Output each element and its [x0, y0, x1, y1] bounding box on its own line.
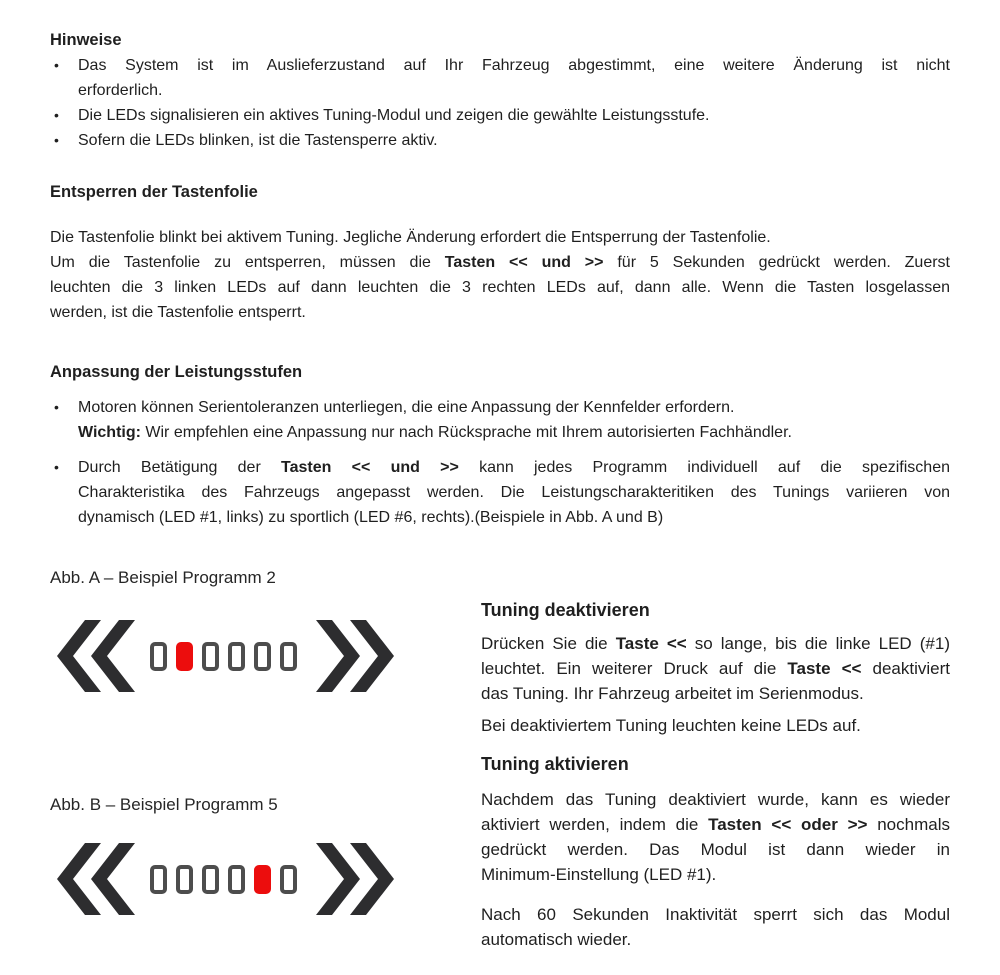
led-indicator-off: [228, 642, 245, 671]
bold-text-segment: Wichtig:: [78, 424, 141, 441]
aktivieren-note: [481, 902, 950, 952]
text-segment: Minimum-Einstellung (LED #1).: [481, 865, 717, 884]
led-indicator-off: [150, 642, 167, 671]
list-item: [50, 103, 950, 128]
text-segment: erforderlich.: [78, 82, 163, 99]
text-line: [481, 862, 950, 887]
text-line: [78, 53, 950, 78]
text-line: [50, 225, 950, 250]
list-item: [50, 395, 950, 445]
text-segment: Charakteristika des Fahrzeugs angepasst werden. Die Leistungscharakteritiken des Tunings variieren von: [78, 484, 950, 501]
text-segment: leuchten die 3 linken LEDs auf dann leuchten die 3 rechten LEDs auf, dann alle. Wenn die Tasten losgelassen: [50, 279, 950, 296]
bullet-text: [78, 128, 950, 153]
led-strip: [150, 865, 297, 894]
two-column-area: [50, 565, 950, 952]
chevron-right-icon: [316, 843, 394, 915]
tuning-aktivieren-heading: Tuning aktivieren: [481, 754, 629, 774]
bold-text-segment: Tasten << und >>: [281, 459, 459, 476]
led-indicator-off: [254, 642, 271, 671]
text-line: [78, 395, 950, 420]
chevron-right-icon: [316, 620, 394, 692]
text-line: [481, 787, 950, 812]
text-segment: Durch Betätigung der: [78, 459, 282, 476]
text-line: [78, 455, 950, 480]
aktivieren-paragraph: [481, 787, 950, 887]
text-line: [78, 420, 950, 445]
text-line: [50, 250, 950, 275]
led-indicator-off: [202, 642, 219, 671]
text-segment: automatisch wieder.: [481, 930, 632, 949]
tuning-deaktivieren-heading: Tuning deaktivieren: [481, 600, 650, 620]
led-indicator-off: [150, 865, 167, 894]
text-segment: Motoren können Serientoleranzen unterliegen, die eine Anpassung der Kennfelder erfordern.: [78, 399, 735, 416]
deaktivieren-note: [481, 713, 950, 738]
hinweise-heading: Hinweise: [50, 31, 122, 49]
text-line: [481, 902, 950, 927]
text-segment: das Tuning. Ihr Fahrzeug arbeitet im Serienmodus.: [481, 684, 864, 703]
figure-b-led-display: [57, 843, 481, 915]
deaktivieren-paragraph: [481, 631, 950, 706]
text-segment: werden, ist die Tastenfolie entsperrt.: [50, 304, 306, 321]
bold-text-segment: Tasten << oder >>: [708, 815, 868, 834]
bullet-text: [78, 395, 950, 445]
text-segment: deaktiviert: [861, 659, 950, 678]
bold-text-segment: Taste <<: [787, 659, 862, 678]
text-line: [78, 128, 950, 153]
anpassung-list: [50, 395, 950, 530]
text-segment: Um die Tastenfolie zu entsperren, müssen die: [50, 254, 445, 271]
bold-text-segment: Tasten << und >>: [444, 254, 604, 271]
text-segment: nochmals: [867, 815, 950, 834]
text-line: [50, 300, 950, 325]
text-segment: Die Tastenfolie blinkt bei aktivem Tuning. Jegliche Änderung erfordert die Entsperrung der Tastenfolie.: [50, 229, 771, 246]
text-segment: Das System ist im Auslieferzustand auf Ihr Fahrzeug abgestimmt, eine weitere Änderung ist nicht: [78, 57, 950, 74]
text-segment: Nachdem das Tuning deaktiviert wurde, kann es wieder: [481, 790, 950, 809]
figure-a-led-display: [57, 620, 481, 692]
text-line: [481, 927, 950, 952]
text-line: [78, 78, 950, 103]
bold-text-segment: Taste <<: [615, 634, 687, 653]
text-line: [78, 505, 950, 530]
chevron-left-icon: [57, 843, 135, 915]
bullet-text: [78, 103, 950, 128]
led-indicator-on: [254, 865, 271, 894]
bullet-text: [78, 455, 950, 530]
anpassung-heading: Anpassung der Leistungsstufen: [50, 363, 303, 381]
text-line: [481, 812, 950, 837]
bullet-marker: •: [54, 107, 59, 123]
bullet-marker: •: [54, 132, 59, 148]
led-indicator-off: [202, 865, 219, 894]
list-item: [50, 455, 950, 530]
text-segment: dynamisch (LED #1, links) zu sportlich (LED #6, rechts).(Beispiele in Abb. A und B): [78, 509, 664, 526]
text-line: [481, 681, 950, 706]
led-strip: [150, 642, 297, 671]
figure-a-label: Abb. A – Beispiel Programm 2: [50, 568, 276, 587]
text-segment: Wir empfehlen eine Anpassung nur nach Rücksprache mit Ihrem autorisierten Fachhändler.: [140, 424, 792, 441]
text-segment: leuchtet. Ein weiterer Druck auf die: [481, 659, 788, 678]
text-segment: Die LEDs signalisieren ein aktives Tuning-Modul und zeigen die gewählte Leistungsstufe.: [78, 107, 710, 124]
figure-b-label: Abb. B – Beispiel Programm 5: [50, 795, 278, 814]
text-segment: für 5 Sekunden gedrückt werden. Zuerst: [603, 254, 950, 271]
text-line: [481, 656, 950, 681]
text-segment: so lange, bis die linke LED (#1): [686, 634, 950, 653]
bullet-marker: •: [54, 459, 59, 475]
bullet-text: [78, 53, 950, 103]
text-segment: Bei deaktiviertem Tuning leuchten keine LEDs auf.: [481, 716, 861, 735]
text-segment: Drücken Sie die: [481, 634, 616, 653]
text-line: [481, 837, 950, 862]
entsperren-paragraph: [50, 225, 950, 325]
text-line: [78, 480, 950, 505]
led-indicator-off: [228, 865, 245, 894]
text-line: [481, 631, 950, 656]
list-item: [50, 53, 950, 103]
led-indicator-on: [176, 642, 193, 671]
instructions-column: [481, 565, 950, 952]
text-segment: gedrückt werden. Das Modul ist dann wieder in: [481, 840, 950, 859]
list-item: [50, 128, 950, 153]
hinweise-list: [50, 53, 950, 153]
led-indicator-off: [176, 865, 193, 894]
text-segment: Nach 60 Sekunden Inaktivität sperrt sich das Modul: [481, 905, 950, 924]
bullet-marker: •: [54, 57, 59, 73]
text-line: [78, 103, 950, 128]
text-line: [481, 713, 950, 738]
chevron-left-icon: [57, 620, 135, 692]
text-segment: Sofern die LEDs blinken, ist die Tastensperre aktiv.: [78, 132, 438, 149]
figures-column: [50, 565, 481, 952]
bullet-marker: •: [54, 399, 59, 415]
entsperren-heading: Entsperren der Tastenfolie: [50, 183, 258, 201]
text-segment: kann jedes Programm individuell auf die spezifischen: [458, 459, 951, 476]
led-indicator-off: [280, 865, 297, 894]
text-line: [50, 275, 950, 300]
led-indicator-off: [280, 642, 297, 671]
text-segment: aktiviert werden, indem die: [481, 815, 709, 834]
